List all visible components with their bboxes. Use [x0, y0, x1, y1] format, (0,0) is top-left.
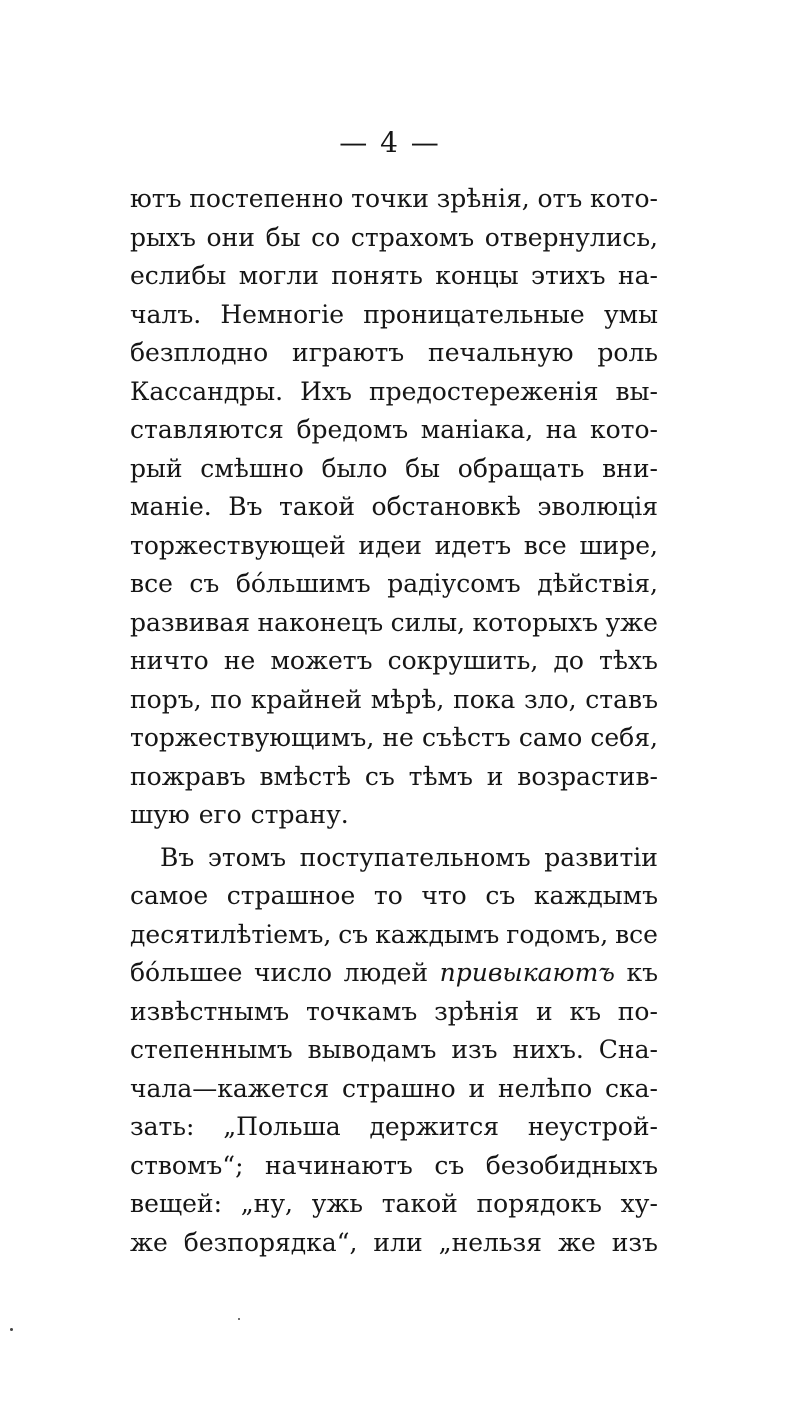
- word: пока: [453, 684, 516, 714]
- word: такой: [278, 492, 356, 521]
- word: съ: [434, 1150, 465, 1180]
- word: не: [382, 723, 414, 752]
- word: обращать: [457, 453, 585, 483]
- word: проницательные: [363, 299, 585, 329]
- word: роль: [597, 338, 658, 367]
- word: нелѣпо: [498, 1073, 593, 1103]
- word: предостереженія: [368, 376, 599, 406]
- word: возрастив-: [517, 761, 658, 791]
- text-line: [130, 954, 658, 993]
- word: играютъ: [292, 338, 405, 367]
- word: и: [486, 761, 504, 791]
- word: еслибы: [130, 261, 227, 290]
- text-line: [130, 565, 658, 604]
- word: безобидныхъ: [485, 1150, 658, 1180]
- word: съ: [485, 881, 516, 910]
- word: съ: [338, 919, 369, 949]
- word: ставляются: [130, 415, 284, 444]
- word: кото-: [589, 184, 658, 213]
- word: отвернулись,: [484, 222, 658, 252]
- word: то: [373, 881, 403, 910]
- word: на: [545, 415, 578, 444]
- word: страшно: [341, 1073, 456, 1103]
- word: порядокъ: [476, 1189, 602, 1218]
- text-line: [130, 1185, 658, 1224]
- word: печальную: [428, 338, 574, 367]
- word: извѣстнымъ: [130, 996, 290, 1026]
- word: торжествующей: [130, 530, 346, 560]
- word: чалъ.: [130, 299, 202, 329]
- word: не: [223, 646, 256, 675]
- word: „нельзя: [438, 1227, 542, 1257]
- text-line: [130, 1108, 658, 1147]
- word: съ: [364, 761, 395, 791]
- word: чала—кажется: [130, 1073, 330, 1103]
- word: силы,: [390, 607, 466, 637]
- text-line: [130, 1070, 658, 1109]
- word: степеннымъ: [130, 1035, 293, 1064]
- word: вещей:: [130, 1189, 222, 1218]
- word: концы: [435, 261, 519, 290]
- word: что: [421, 881, 467, 910]
- word: по: [210, 684, 243, 714]
- word: зрѣнія,: [436, 184, 530, 213]
- word: безплодно: [130, 338, 269, 367]
- word: отъ: [537, 184, 583, 213]
- text-line: [130, 527, 658, 566]
- word: Ихъ: [300, 376, 352, 406]
- word: эволюція: [537, 492, 658, 521]
- word: ху-: [620, 1189, 658, 1218]
- scan-speck: [10, 1328, 13, 1331]
- text-line: [130, 839, 658, 878]
- word: Немногіе: [220, 299, 345, 329]
- word: развитіи: [544, 842, 658, 872]
- word: дѣйствія,: [537, 569, 658, 598]
- word: развивая: [130, 607, 251, 637]
- word: этомъ: [207, 842, 287, 872]
- word: тѣхъ: [599, 646, 658, 675]
- word: съ: [189, 569, 220, 598]
- word: Сна-: [598, 1035, 658, 1064]
- text-line: [130, 296, 658, 335]
- word: рыхъ: [130, 222, 196, 252]
- word: годомъ,: [506, 919, 609, 949]
- word: мѣрѣ,: [370, 684, 445, 714]
- word: могли: [238, 261, 319, 290]
- text-line: [130, 1031, 658, 1070]
- text-line: [130, 488, 658, 527]
- word: начинаютъ: [265, 1150, 413, 1180]
- word: крайней: [250, 684, 363, 714]
- word: себя,: [590, 723, 658, 752]
- word: вни-: [602, 453, 658, 483]
- word: все: [615, 919, 658, 949]
- word: неустрой-: [527, 1112, 658, 1141]
- word: и: [468, 1073, 486, 1103]
- word: они: [206, 222, 255, 252]
- word: безпорядка“,: [183, 1227, 358, 1257]
- word: нихъ.: [512, 1035, 584, 1064]
- word: къ: [626, 958, 658, 987]
- word: со: [311, 222, 341, 252]
- word: до: [553, 646, 584, 675]
- text-line: [130, 1147, 658, 1186]
- text-line: [130, 604, 658, 643]
- word: десятилѣтіемъ,: [130, 919, 332, 949]
- word: торжествующимъ,: [130, 723, 375, 752]
- word: наконецъ: [257, 607, 384, 637]
- text-line: [130, 719, 658, 758]
- text-line: [130, 219, 658, 258]
- scan-speck: [238, 1318, 240, 1320]
- text-line: [130, 180, 658, 219]
- word: рый: [130, 453, 183, 483]
- word: бóльшее: [130, 958, 243, 987]
- word: бóльшимъ: [235, 569, 371, 598]
- word: страхомъ: [350, 222, 475, 252]
- word: тѣмъ: [408, 761, 473, 791]
- word: или: [373, 1227, 423, 1257]
- word: поступательномъ: [299, 842, 531, 872]
- word: по-: [617, 996, 658, 1026]
- word: страну.: [250, 800, 349, 829]
- text-line: [130, 758, 658, 797]
- word: зло,: [524, 684, 577, 714]
- text-line: [130, 257, 658, 296]
- text-line: [130, 411, 658, 450]
- word: бредомъ: [296, 415, 409, 444]
- word: маніе.: [130, 492, 212, 521]
- word: можетъ: [270, 646, 373, 675]
- word: же: [557, 1227, 596, 1257]
- word: привыкаютъ: [439, 958, 615, 987]
- word: поръ,: [130, 684, 202, 714]
- word: все: [130, 569, 173, 598]
- text-line: [130, 796, 658, 835]
- word: людей: [343, 958, 429, 987]
- word: вы-: [615, 376, 658, 406]
- word: шую: [130, 800, 190, 829]
- text-line: [130, 993, 658, 1032]
- word: постепенно: [189, 184, 344, 213]
- word: само: [518, 723, 583, 752]
- word: смѣшно: [200, 453, 304, 483]
- word: ска-: [604, 1073, 658, 1103]
- word: уже: [605, 607, 658, 637]
- word: къ: [569, 996, 601, 1026]
- word: понять: [331, 261, 423, 290]
- word: обстановкѣ: [371, 492, 521, 521]
- word: сокрушить,: [387, 646, 539, 675]
- word: съѣстъ: [421, 723, 511, 752]
- page-number: — 4 —: [339, 126, 441, 159]
- word: вмѣстѣ: [259, 761, 351, 791]
- word: было: [321, 453, 388, 483]
- word: этихъ: [531, 261, 606, 290]
- word: точкамъ: [305, 996, 418, 1026]
- text-line: [130, 373, 658, 412]
- word: на-: [617, 261, 658, 290]
- word: ставъ: [585, 684, 658, 714]
- word: зать:: [130, 1112, 195, 1141]
- word: держится: [369, 1112, 499, 1141]
- word: его: [198, 800, 242, 829]
- word: Въ: [228, 492, 263, 521]
- word: зрѣнія: [434, 996, 520, 1026]
- word: Въ: [160, 842, 195, 872]
- word: радіусомъ: [387, 569, 521, 598]
- word: изъ: [611, 1227, 658, 1257]
- word: умы: [603, 299, 658, 329]
- text-line: [130, 450, 658, 489]
- word: ничто: [130, 646, 209, 675]
- word: маніака,: [420, 415, 534, 444]
- word: Кассандры.: [130, 376, 284, 406]
- word: которыхъ: [472, 607, 598, 637]
- text-line: [130, 877, 658, 916]
- word: самое: [130, 881, 209, 910]
- text-line: [130, 334, 658, 373]
- text-line: [130, 1224, 658, 1263]
- word: точки: [351, 184, 429, 213]
- word: выводамъ: [307, 1035, 437, 1064]
- word: же: [130, 1227, 168, 1257]
- word: идетъ: [434, 530, 512, 560]
- word: шире,: [579, 530, 658, 560]
- word: „Польша: [223, 1112, 341, 1141]
- word: каждымъ: [533, 881, 658, 910]
- word: каждымъ: [375, 919, 500, 949]
- word: ютъ: [130, 184, 182, 213]
- word: изъ: [451, 1035, 498, 1064]
- word: бы: [265, 222, 301, 252]
- word: идеи: [358, 530, 422, 560]
- word: ужь: [311, 1189, 364, 1218]
- word: страшное: [226, 881, 356, 910]
- text-line: [130, 681, 658, 720]
- word: такой: [381, 1189, 458, 1218]
- text-line: [130, 916, 658, 955]
- word: все: [523, 530, 567, 560]
- word: бы: [405, 453, 441, 483]
- word: пожравъ: [130, 761, 246, 791]
- word: и: [536, 996, 553, 1026]
- body-text: [130, 180, 658, 1262]
- word: кото-: [589, 415, 658, 444]
- word: число: [253, 958, 333, 987]
- word: ствомъ“;: [130, 1150, 244, 1180]
- word: „ну,: [240, 1189, 293, 1218]
- text-line: [130, 642, 658, 681]
